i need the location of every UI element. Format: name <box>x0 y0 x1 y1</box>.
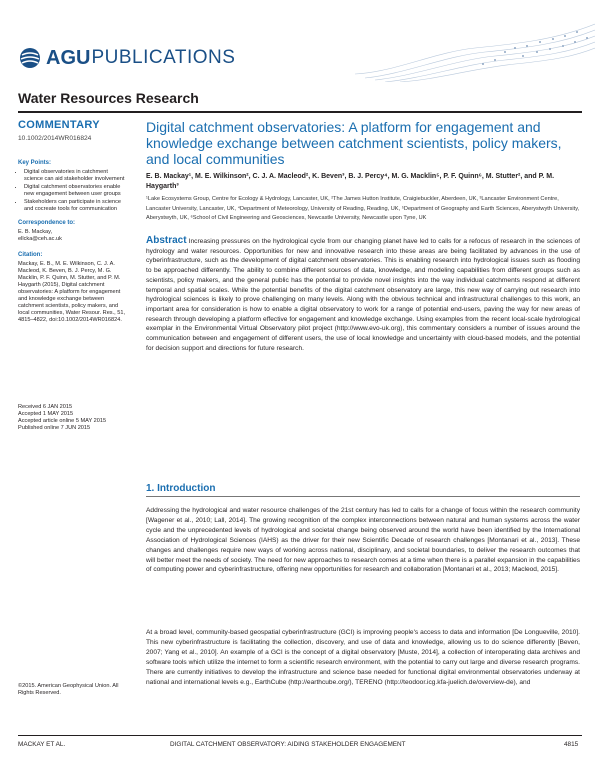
agu-globe-icon <box>18 47 44 69</box>
citation-heading: Citation: <box>18 252 43 258</box>
date-published: Published online 7 JUN 2015 <box>18 425 91 431</box>
article-doi[interactable]: 10.1002/2014WR016824 <box>18 135 92 142</box>
footer-rule <box>18 735 582 736</box>
date-received: Received 6 JAN 2015 <box>18 404 73 410</box>
section-introduction <box>146 483 580 497</box>
key-points-list <box>18 169 128 213</box>
key-point: • Digital catchment observatories enable new engagement between user groups <box>24 184 128 198</box>
agu-publications-logo <box>18 44 235 72</box>
abstract-text: Increasing pressures on the hydrological cycle from our changing planet have led to calls for a refocus of research in the sciences of hydrology and water resources. Opportunities for new and innovative research into these areas are being facilitated by advances in the use of cyberinfrastructure, such as the development of digital catchment observatories. This is enabling research into hydrological issues such as flooding to be approached differently. The ability to combine different sources of data, knowledge, and modeling capabilities from different groups such as scientists, policy makers, and the general public has the potential to provide novel insights into the way individual catchments respond at different temporal and spatial scales. While the potential benefits of the digital catchment observatory are large, this new way of carrying out research into hydrological sciences is likely to prove challenging on many levels. Along with the obvious technical and infrastructural challenges to this work, an important area for consideration is how to enable a digital observatory to work for a range of potential end-users, paving the way for new areas of research through developing a platform effective for engagement and knowledge exchange. Using examples from the recent local-scale hydrological exemplar in the Environmental Virtual Observatory pilot project (http://www.evo-uk.org), this commentary considers a number of issues around the communication between and engagement of different users, the use of local knowledge and uncertainty with cloud-based models, and the potential for decision support and directions for future research. <box>146 238 580 352</box>
key-point: • Digital observatories in catchment science can aid stakeholder involvement <box>24 169 128 183</box>
footer-authors: MACKAY ET AL. <box>18 741 66 748</box>
paragraph: Addressing the hydrological and water resource challenges of the 21st century has led to calls for a change of focus within the research community [Wagener et al., 2010; Lall, 2014]. The growing recognition of the complex interconnections between natural and human systems across the water cycle and the unprecedented levels of hydrological and societal change being observed around the world have been identified by the International Association of Hydrological Sciences (IAHS) as the driver for their new Scientific Decade of research challenges [Montanari et al., 2013]. These changes and challenges require new ways of working across national, disciplinary, and societal boundaries, to deliver the research outcomes that will better meet the needs of society. The need for new approaches to research comes at a time when there is a parallel expansion in the capabilities of computing power and cyberinfrastructure, offering new opportunities for research and collaboration [Montanari et al., 2013; Macleod, 2015]. <box>146 507 580 574</box>
abstract <box>146 236 580 353</box>
copyright: ©2015. American Geophysical Union. All Rights Reserved. <box>18 683 119 696</box>
citation-text: Mackay, E. B., M. E. Wilkinson, C. J. A. Macleod, K. Beven, B. J. Percy, M. G. Macklin, P. F. Quinn, M. Stutter, and P. M. Haygarth (2015), Digital catchment observatories: A platform for engagement and knowledge exchange between catchment scientists, policy makers, and local communities, Water Resour. Res., 51, 4815–4822, doi:10.1002/2014WR016824. <box>18 261 126 323</box>
correspondence-name: E. B. Mackay, <box>18 229 53 235</box>
date-accepted: Accepted 1 MAY 2015 <box>18 411 74 417</box>
abstract-heading: Abstract <box>146 235 187 246</box>
wave-decoration <box>355 22 595 82</box>
citation <box>18 252 128 324</box>
paragraph: At a broad level, community-based geospatial cyberinfrastructure (GCI) is improving people's access to data and information [De Longueville, 2010]. This new cyberinfrastructure is facilitating the collection, discovery, and use of data and knowledge, allowing us to do science differently [Beven, 2007; Yang et al., 2010]. An example of a GCI is the concept of a digital observatory [Muste, 2014], a collection of interoperating data archives and software tools which utilize the internet to form a scientific research environment, with the potential to carry out large and diverse research programs. There are currently initiatives to develop the infrastructure and science base needed for functional digital environmental observatories underway at national and international levels e.g., EarthCube (http://earthcube.org/), TERENO (http://teodoor.icg.kfa-juelich.de/overview-de), and <box>146 629 580 686</box>
header-rule <box>18 111 582 113</box>
correspondence <box>18 220 128 243</box>
correspondence-email[interactable]: ellcka@ceh.ac.uk <box>18 236 62 242</box>
key-points-heading: Key Points: <box>18 160 52 166</box>
date-online: Accepted article online 5 MAY 2015 <box>18 418 107 424</box>
author-list: E. B. Mackay¹, M. E. Wilkinson², C. J. A. Macleod², K. Beven³, B. J. Percy⁴, M. G. Macklin⁵, P. F. Quinn⁶, M. Stutter², and P. M. Haygarth³ <box>146 173 555 190</box>
affiliations: ¹Lake Ecosystems Group, Centre for Ecology & Hydrology, Lancaster, UK, ²The James Hutton Institute, Craigiebuckler, Aberdeen, UK, ³Lancaster Environment Centre, Lancaster University, Lancaster, UK, ⁴Department of Meteorology, University of Reading, Reading, UK, ⁵Department of Geography and Earth Sciences, Aberystwyth University, Aberystwyth, UK, ⁶School of Civil Engineering and Geosciences, Newcastle University, Newcastle upon Tyne, UK <box>146 196 580 222</box>
correspondence-heading: Correspondence to: <box>18 220 76 226</box>
article-type: COMMENTARY <box>18 119 100 131</box>
footer-running-title: DIGITAL CATCHMENT OBSERVATORY: AIDING STAKEHOLDER ENGAGEMENT <box>170 741 406 748</box>
logo-agu-text: AGU <box>46 46 91 69</box>
section-heading: 1. Introduction <box>146 483 216 494</box>
logo-publications-text: PUBLICATIONS <box>91 47 236 68</box>
key-points <box>18 160 128 214</box>
publication-dates <box>18 404 128 432</box>
article-title: Digital catchment observatories: A platform for engagement and knowledge exchange between catchment scientists, policy makers, and local communities <box>146 119 562 167</box>
section-rule <box>146 496 580 497</box>
key-point: • Stakeholders can participate in science and cocreate tools for communication <box>24 199 128 213</box>
journal-title: Water Resources Research <box>18 90 199 106</box>
page-number: 4815 <box>564 741 579 748</box>
